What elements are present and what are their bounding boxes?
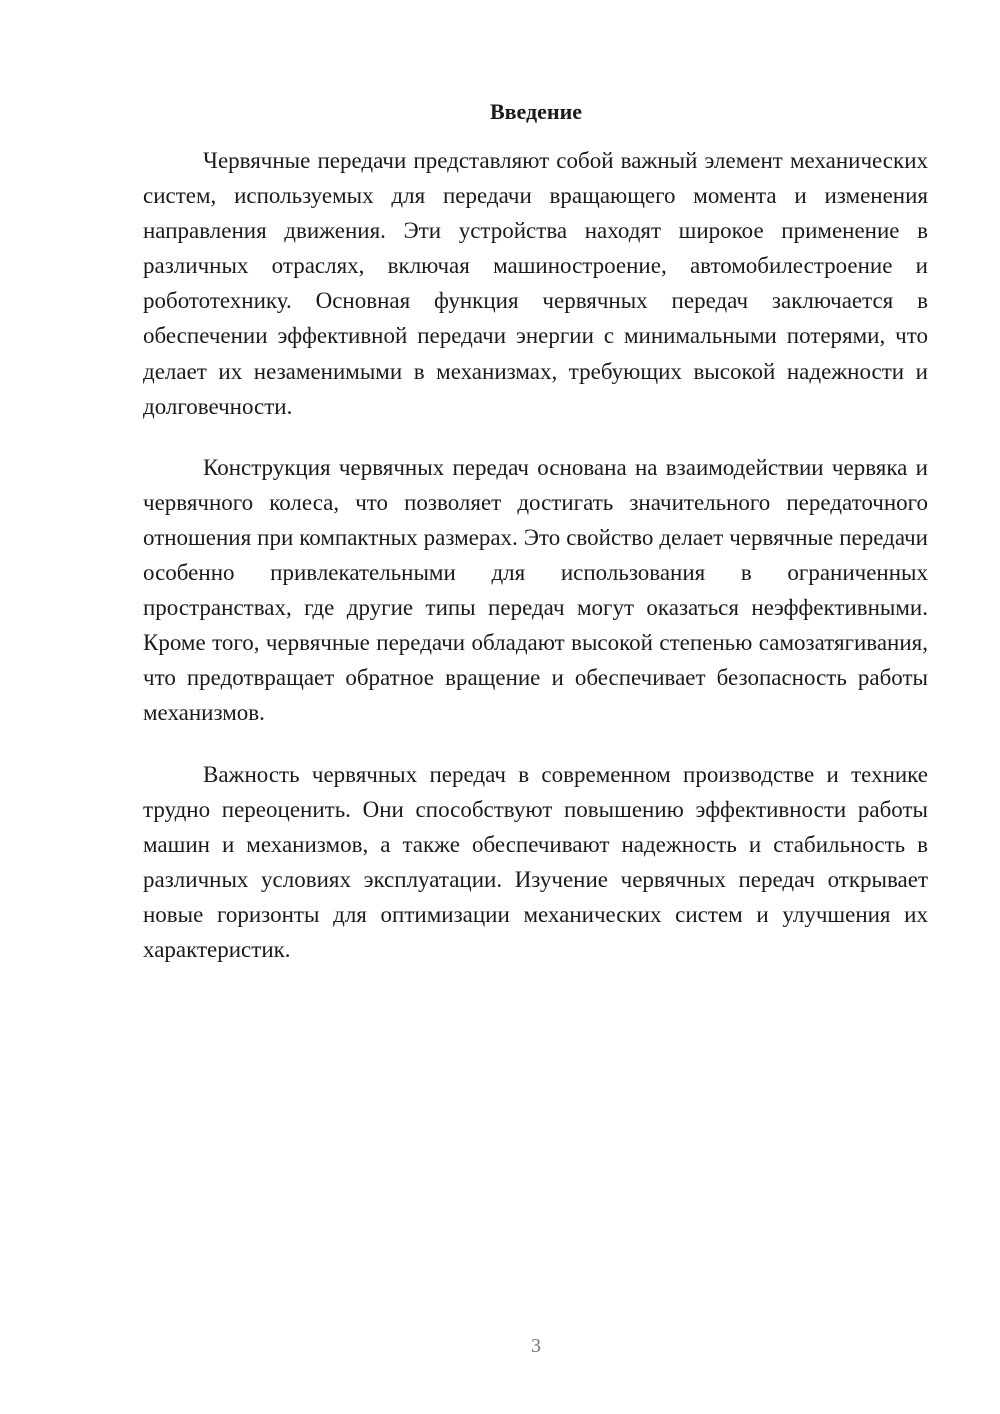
body-text [143, 143, 928, 993]
page-number: 3 [531, 1335, 541, 1357]
paragraph-1: Червячные передачи представляют собой важный элемент механических систем, используемых для передачи вращающего момента и изменения направления движения. Эти устройства находят широкое применение в различных отраслях, включая машиностроение, автомобилестроение и робототехнику. Основная функция червячных передач заключается в обеспечении эффективной передачи энергии с минимальными потерями, что делает их незаменимыми в механизмах, требующих высокой надежности и долговечности. [143, 148, 928, 419]
paragraph-3: Важность червячных передач в современном производстве и технике трудно переоценить. Они способствуют повышению эффективности работы машин и механизмов, а также обеспечивают надежность и стабильность в различных условиях эксплуатации. Изучение червячных передач открывает новые горизонты для оптимизации механических систем и улучшения их характеристик. [143, 761, 928, 962]
section-heading: Введение [489, 99, 583, 124]
paragraph-2: Конструкция червячных передач основана на взаимодействии червяка и червячного колеса, что позволяет достигать значительного передаточного отношения при компактных размерах. Это свойство делает червячные передачи особенно привлекательными для использования в ограниченных пространствах, где другие типы передач могут оказаться неэффективными. Кроме того, червячные передачи обладают высокой степенью самозатягивания, что предотвращает обратное вращение и обеспечивает безопасность работы механизмов. [143, 454, 928, 726]
